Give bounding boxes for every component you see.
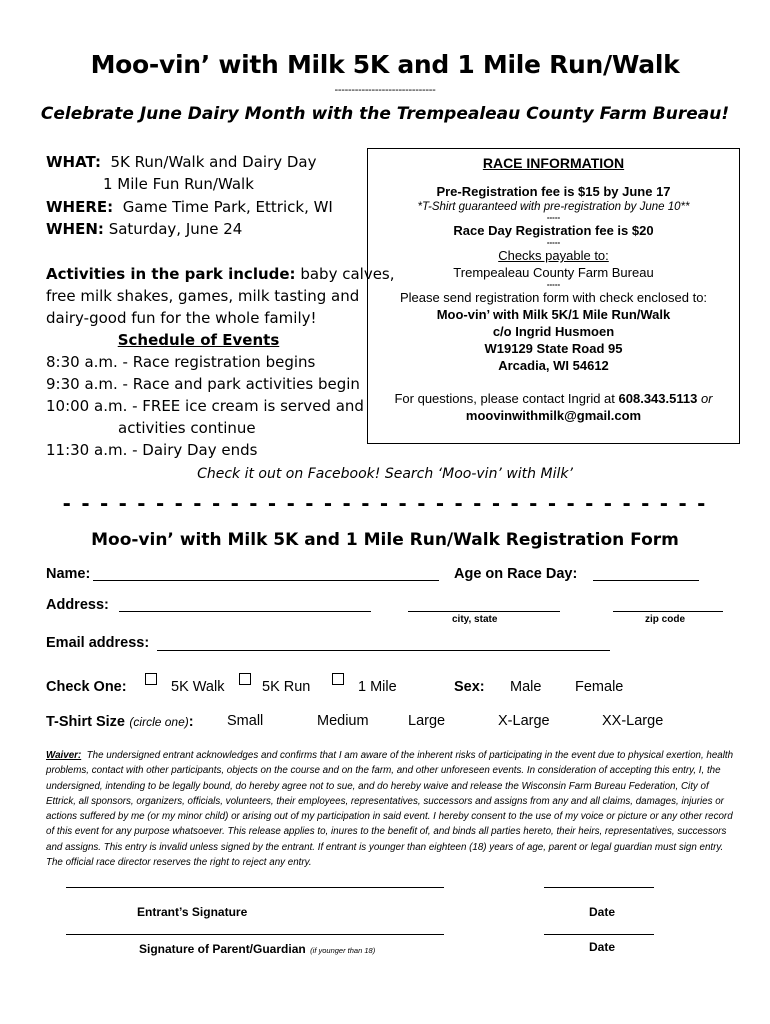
size-option[interactable]: XX-Large bbox=[602, 713, 664, 729]
schedule-item: 10:00 a.m. - FREE ice cream is served and bbox=[46, 397, 364, 415]
tshirt-colon: : bbox=[188, 714, 194, 730]
where-label: WHERE: bbox=[46, 198, 114, 216]
sex-label: Sex: bbox=[454, 679, 485, 695]
schedule-heading: Schedule of Events bbox=[117, 331, 280, 349]
address-label: Address: bbox=[46, 597, 109, 613]
separator: ----- bbox=[546, 280, 561, 289]
waiver-label: Waiver: bbox=[46, 750, 82, 761]
activities-line-1 bbox=[46, 263, 395, 285]
dayof-fee: Race Day Registration fee is $20 bbox=[453, 223, 654, 238]
entrant-signature-label: Entrant’s Signature bbox=[137, 905, 248, 919]
separator: ----- bbox=[546, 238, 561, 247]
option-5k-walk-label: 5K Walk bbox=[171, 679, 225, 695]
activities-text-1: baby calves, bbox=[300, 265, 395, 283]
age-field[interactable] bbox=[593, 580, 699, 581]
form-title: Moo-vin’ with Milk 5K and 1 Mile Run/Walk Registration Form bbox=[91, 530, 679, 550]
race-info-heading: RACE INFORMATION bbox=[482, 155, 625, 171]
what-label: WHAT: bbox=[46, 153, 101, 171]
schedule-item: 9:30 a.m. - Race and park activities begin bbox=[46, 375, 360, 393]
waiver-body: The undersigned entrant acknowledges and confirms that I am aware of the inherent risks of participating in the event due to physical exertion, health problems, contact with other participants, objects on the course and on the farm, and other unforeseen events. In consideration of accepting this entry, I, the undersigned, intending to be legally bound, do hereby agree not to sue, and do hereby waive and release the Wisconsin Farm Bureau Federation, City of Ettrick, all sponsors, organizers, officials, volunteers, their employees, representatives, successors and assigns from any and all claims, damages, injuries or actions suffered by me (or my minor child) or arising out of my participation in said event. I hereby consent to the use of my voice or picture or any other record of this event for any purpose whatsoever. This release applies to, inures to the benefit of, and binds all parties hereto, their heirs, representatives, successors and assigns. This entry is invalid unless signed by the entrant. If entrant is younger than eighteen (18) years of age, parent or legal guardian must sign entry. The official race director reserves the right to reject any entry. bbox=[46, 750, 734, 869]
entrant-date-label: Date bbox=[589, 905, 616, 919]
schedule-item: activities continue bbox=[118, 419, 256, 437]
entrant-signature-line[interactable] bbox=[66, 887, 444, 888]
address-line: W19129 State Road 95 bbox=[484, 341, 623, 356]
questions-line bbox=[368, 390, 739, 407]
when-line bbox=[46, 218, 242, 240]
size-option[interactable]: Large bbox=[408, 713, 446, 729]
zip-field[interactable] bbox=[613, 611, 723, 612]
checkbox-1-mile[interactable] bbox=[332, 673, 344, 685]
activities-label: Activities in the park include: bbox=[46, 265, 296, 283]
schedule-item: 8:30 a.m. - Race registration begins bbox=[46, 353, 316, 371]
send-instructions: Please send registration form with check enclosed to: bbox=[399, 290, 708, 305]
tshirt-note: *T-Shirt guaranteed with pre-registration by June 10** bbox=[417, 201, 690, 213]
where-line bbox=[46, 196, 333, 218]
activities-line-3: dairy-good fun for the whole family! bbox=[46, 309, 317, 327]
guardian-signature-label: Signature of Parent/Guardian bbox=[139, 942, 306, 956]
waiver-text bbox=[46, 748, 736, 870]
entrant-date-line[interactable] bbox=[544, 887, 654, 888]
size-option[interactable]: Medium bbox=[317, 713, 369, 729]
checkbox-5k-run[interactable] bbox=[239, 673, 251, 685]
checks-label: Checks payable to: bbox=[498, 248, 609, 263]
age-label: Age on Race Day: bbox=[454, 566, 578, 582]
zip-caption: zip code bbox=[645, 614, 686, 625]
what-value-2: 1 Mile Fun Run/Walk bbox=[103, 175, 254, 193]
name-field[interactable] bbox=[93, 580, 439, 581]
what-value: 5K Run/Walk and Dairy Day bbox=[110, 153, 317, 171]
when-label: WHEN: bbox=[46, 220, 104, 238]
check-one-label: Check One: bbox=[46, 679, 127, 695]
name-label: Name: bbox=[46, 566, 91, 582]
page-title: Moo-vin’ with Milk 5K and 1 Mile Run/Walk bbox=[90, 50, 680, 79]
checkbox-5k-walk[interactable] bbox=[145, 673, 157, 685]
email-label: Email address: bbox=[46, 635, 150, 651]
tshirt-size-label bbox=[46, 713, 194, 731]
guardian-note: (if younger than 18) bbox=[310, 946, 376, 955]
when-value: Saturday, June 24 bbox=[108, 220, 243, 238]
where-value: Game Time Park, Ettrick, WI bbox=[122, 198, 333, 216]
address-field[interactable] bbox=[119, 611, 371, 612]
contact-phone: 608.343.5113 bbox=[618, 391, 698, 406]
tshirt-hint: (circle one) bbox=[129, 715, 189, 729]
guardian-date-line[interactable] bbox=[544, 934, 654, 935]
tshirt-label: T-Shirt Size bbox=[46, 714, 125, 730]
city-state-field[interactable] bbox=[408, 611, 560, 612]
schedule-item: 11:30 a.m. - Dairy Day ends bbox=[46, 441, 258, 459]
email-field[interactable] bbox=[157, 650, 610, 651]
address-line: Moo-vin’ with Milk 5K/1 Mile Run/Walk bbox=[436, 307, 671, 322]
address-line: c/o Ingrid Husmoen bbox=[492, 324, 615, 339]
race-info-box bbox=[367, 148, 740, 444]
address-line: Arcadia, WI 54612 bbox=[498, 358, 609, 373]
activities-line-2: free milk shakes, games, milk tasting and bbox=[46, 287, 360, 305]
option-1-mile-label: 1 Mile bbox=[358, 679, 397, 695]
size-option[interactable]: Small bbox=[227, 713, 264, 729]
cut-line: - - - - - - - - - - - - - - - - - - - - - - - - - - - - - - - - - - - bbox=[62, 490, 708, 517]
prereg-fee: Pre-Registration fee is $15 by June 17 bbox=[436, 184, 671, 199]
separator: ----- bbox=[546, 213, 561, 222]
facebook-note: Check it out on Facebook! Search ‘Moo-vin’ with Milk’ bbox=[197, 466, 573, 482]
size-option[interactable]: X-Large bbox=[498, 713, 550, 729]
sex-male-option[interactable]: Male bbox=[510, 679, 542, 695]
checks-payee: Trempealeau County Farm Bureau bbox=[453, 265, 654, 280]
guardian-signature-caption bbox=[139, 940, 375, 958]
questions-text: For questions, please contact Ingrid at bbox=[394, 391, 615, 406]
option-5k-run-label: 5K Run bbox=[262, 679, 311, 695]
title-rule: ------------------------------ bbox=[334, 84, 436, 96]
sex-female-option[interactable]: Female bbox=[575, 679, 624, 695]
contact-email: moovinwithmilk@gmail.com bbox=[465, 408, 642, 423]
subtitle: Celebrate June Dairy Month with the Trempealeau County Farm Bureau! bbox=[40, 104, 730, 124]
guardian-date-label: Date bbox=[589, 940, 616, 954]
or-text: or bbox=[700, 391, 713, 406]
guardian-signature-line[interactable] bbox=[66, 934, 444, 935]
what-line bbox=[46, 151, 317, 173]
city-state-caption: city, state bbox=[452, 614, 498, 625]
